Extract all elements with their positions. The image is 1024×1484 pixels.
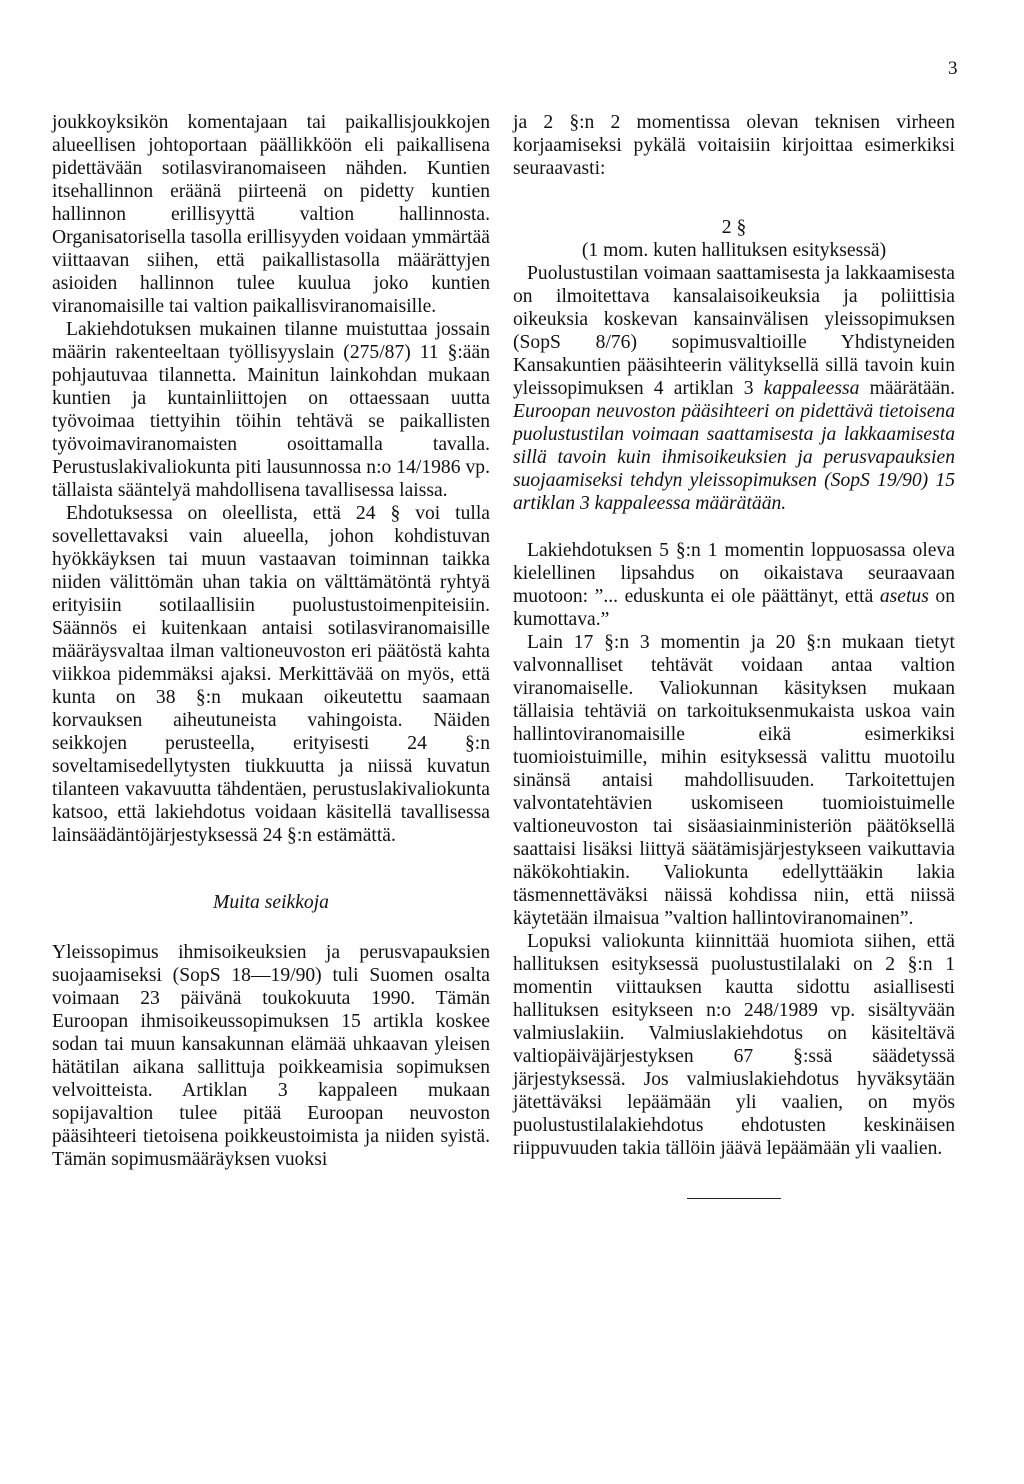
body-paragraph: Lakiehdotuksen mukainen tilanne muistuttaa jossain määrin rakenteeltaan työllisyyslain (275/87) 11 §:ään pohjautuvaa tilannetta. Mainitun lainkohdan mukaan kuntien ja kuntainliittojen on ottaessaan uutta työvoimaa tiettyihin töihin tehtävä se paikallisten työvoimaviranomaisten osoittamalla tavalla. Perustuslakivaliokunta piti lausunnossa n:o 14/1986 vp. tällaista sääntelyä mahdollisena tavallisessa laissa. [52, 319, 490, 501]
body-text: on kumottava.” [513, 586, 956, 630]
body-paragraph: joukkoyksikön komentajaan tai paikallisjoukkojen alueellisen johtoportaan päällikköön eli paikallisena pidettävään sotilasviranomaiseen nähden. Kuntien itsehallinnon eräänä piirteenä on pidetty kuntien hallinnon erillisyyttä valtion hallinnosta. Organisatorisella tasolla erillisyyden voidaan ymmärtää viittaavan siihen, että paikallistasolla määrättyjen asioiden hallinnon tulee kuulua joko kuntien viranomaisille tai valtion paikallisviranomaisille. [52, 112, 490, 317]
body-paragraph: ja 2 §:n 2 momentissa olevan teknisen virheen korjaamiseksi pykälä voitaisiin kirjoittaa esimerkiksi seuraavasti: [513, 112, 955, 179]
body-text-italic: asetus [879, 586, 929, 607]
body-paragraph: Lain 17 §:n 3 momentin ja 20 §:n mukaan tietyt valvonnalliset tehtävät voidaan antaa valtion viranomaiselle. Valiokunnan käsityksen mukaan tällaisia tehtäviä on tarkoituksenmukaista uskoa vain hallintoviranomaisille eikä esimerkiksi tuomioistuimille, mihin esityksessä valittu muotoilu sinänsä antaisi mahdollisuuden. Tarkoitettujen valvontatehtävien uskomiseen tuomioistuimelle valtioneuvoston tai sisäasiainministeriön päätöksellä saattaisi lisäksi liittyä säätämisjärjestykseen vaikuttavia näkökohtiakin. Valiokunta edellyttääkin lakia täsmennettäväksi näissä kohdissa niin, että niissä käytetään ilmaisua ”valtion hallintoviranomainen”. [513, 632, 955, 929]
amendment-text-italic: kappaleessa [763, 378, 860, 399]
section-heading: Muita seikkoja [213, 892, 329, 913]
body-text: Lakiehdotuksen 5 §:n 1 momentin loppuosassa oleva kielellinen lipsahdus on oikaistava seuraavaan muotoon: ”... eduskunta ei ole päättänyt, että [513, 540, 955, 607]
section-number-heading: 2 § [721, 217, 747, 238]
right-column [513, 111, 955, 1199]
amendment-text-plain: määrätään. [859, 378, 955, 399]
amendment-text-plain: Puolustustilan voimaan saattamisesta ja lakkaamisesta on ilmoitettava kansalaisoikeuksia ja poliittisia oikeuksia koskevan kansainvälisen yleissopimuksen (SopS 8/76) sopimusvaltioille Yhdistyneiden Kansakuntien pääsihteerin välityksellä sillä tavoin kuin yleissopimuksen 4 artiklan 3 [513, 263, 955, 399]
parenthetical-note: (1 mom. kuten hallituksen esityksessä) [581, 240, 887, 261]
body-paragraph [513, 539, 955, 631]
left-column [52, 111, 490, 1171]
body-paragraph: Lopuksi valiokunta kiinnittää huomiota siihen, että hallituksen esityksessä puolustustilalaki on 2 §:n 1 momentin viittauksen kautta sidottu asiallisesti hallituksen esitykseen n:o 248/1989 vp. sisältyvään valmiuslakiin. Valmiuslakiehdotus on käsiteltävä valtiopäiväjärjestyksen 67 §:ssä säädetyssä järjestyksessä. Jos valmiuslakiehdotus hyväksytään jätettäväksi lepäämään yli vaalien, on myös puolustustilalakiehdotus ehdotusten keskinäisen riippuvuuden takia tällöin jäävä lepäämään yli vaalien. [513, 931, 955, 1159]
body-paragraph: Ehdotuksessa on oleellista, että 24 § voi tulla sovellettavaksi vain alueella, johon kohdistuvan hyökkäyksen tai muun vastaavan toiminnan taikka niiden välittömän uhan takia on välttämätöntä ryhtyä erityisiin sotilaallisiin puolustustoimenpiteisiin. Säännös ei kuitenkaan antaisi sotilasviranomaisille määräysvaltaa ilman valtioneuvoston eri päätöstä kahta viikkoa pidemmäksi ajaksi. Merkittävää on myös, että kunta on 38 §:n mukaan oikeutettu saamaan korvauksen aiheutuneista vahingoista. Näiden seikkojen perusteella, erityisesti 24 §:n soveltamisedellytysten tiukkuutta ja niissä kuvatun tilanteen vakavuutta tähdentäen, perustuslakivaliokunta katsoo, että lakiehdotus voidaan käsitellä tavallisessa lainsäädäntöjärjestyksessä 24 §:n estämättä. [52, 503, 490, 846]
amendment-text [513, 262, 955, 515]
end-divider [687, 1198, 781, 1199]
page-number: 3 [948, 58, 958, 79]
body-paragraph: Yleissopimus ihmisoikeuksien ja perusvapauksien suojaamiseksi (SopS 18—19/90) tuli Suomen osalta voimaan 23 päivänä toukokuuta 1990. Tämän Euroopan ihmisoikeussopimuksen 15 artikla koskee sodan tai muun kansakunnan elämää uhkaavan yleisen hätätilan aikana sallittuja poikkeamisia sopimuksen velvoitteista. Artiklan 3 kappaleen mukaan sopijavaltion tulee pitää Euroopan neuvoston pääsihteeri tietoisena poikkeustoimista ja niiden syistä. Tämän sopimusmääräyksen vuoksi [52, 942, 490, 1170]
amendment-text-italic: Euroopan neuvoston pääsihteeri on pidettävä tietoisena puolustustilan voimaan saattamisesta ja lakkaamisesta sillä tavoin kuin ihmisoikeuksien ja perusvapauksien suojaamiseksi tehdyn yleissopimuksen (SopS 19/90) 15 artiklan 3 kappaleessa määrätään. [513, 401, 955, 514]
